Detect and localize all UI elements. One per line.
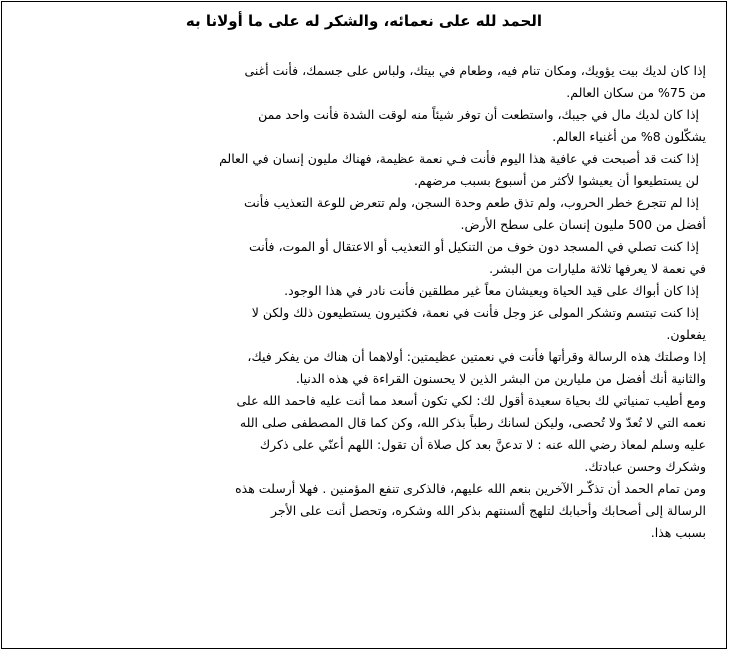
body-line: أفضل من 500 مليون إنسان على سطح الأرض.	[460, 217, 706, 232]
document-title: الحمد لله على نعمائه، والشكر له على ما أولانا به	[185, 12, 543, 30]
body-line: ومع أطيب تمنياتي لك بحياة سعيدة أقول لك: لكي تكون أسعد مما أنت عليه فاحمد الله على	[236, 393, 706, 408]
body-line: يفعلون.	[666, 327, 706, 342]
body-line: وشكرك وحسن عبادتك.	[584, 459, 706, 474]
body-line: إذا كان لديك مال في جيبك، واستطعت أن توفر شيئاً منه لوقت الشدة فأنت واحد ممن	[258, 107, 699, 122]
body-line: والثانية أنك أفضل من مليارين من البشر الذين لا يحسنون القراءة في هذه الدنيا.	[295, 371, 706, 386]
body-line: عليه وسلم لمعاذ رضي الله عنه : لا تدعنَّ بعد كل صلاة أن تقول: اللهم أعنّي على ذكرك	[259, 437, 706, 452]
body-line: من 75% من سكان العالم.	[566, 85, 706, 100]
body-line: إذا لم تتجرع خطر الحروب، ولم تذق طعم وحدة السجن، ولم تتعرض للوعة التعذيب فأنت	[244, 195, 699, 210]
body-line: ومن تمام الحمد أن تذكّـر الآخرين بنعم الله عليهم، فالذكرى تنفع المؤمنين . فهلا أرسلت هذه	[235, 481, 706, 496]
body-line: في نعمة لا يعرفها ثلاثة مليارات من البشر.	[489, 261, 706, 276]
body-line: إذا كنت قد أصبحت في عافية هذا اليوم فأنت فـي نعمة عظيمة، فهناك مليون إنسان في العالم	[219, 151, 699, 166]
body-line: لن يستطيعوا أن يعيشوا لأكثر من أسبوع بسبب مرضهم.	[413, 173, 699, 188]
body-line: إذا كنت تبتسم وتشكر المولى عز وجل فأنت في نعمة، فكثيرون يستطيعون ذلك ولكن لا	[251, 305, 699, 320]
document-page	[1, 1, 727, 649]
body-line: إذا وصلتك هذه الرسالة وقرأتها فأنت في نعمتين عظيمتين: أولاهما أن هناك من يفكر فيك،	[247, 349, 706, 364]
document-body	[210, 60, 706, 544]
body-line: إذا كان لديك بيت يؤويك، ومكان تنام فيه، وطعام في بيتك، ولباس على جسمك، فأنت أغنى	[244, 63, 706, 78]
body-line: إذا كان أبواك على قيد الحياة ويعيشان معاً غير مطلقين فأنت نادر في هذا الوجود.	[284, 283, 699, 298]
body-line: يشكّلون 8% من أغنياء العالم.	[552, 129, 706, 144]
body-line: بسبب هذا.	[650, 525, 706, 540]
body-line: إذا كنت تصلي في المسجد دون خوف من التنكيل أو التعذيب أو الاعتقال أو الموت، فأنت	[248, 239, 699, 254]
body-line: نعمه التي لا تُعدّ ولا تُحصى، وليكن لسانك رطباً بذكر الله، وكن كما قال المصطفى صلى الله	[239, 415, 706, 430]
body-line: الرسالة إلى أصحابك وأحبابك لتلهج ألسنتهم بذكر الله وشكره، وتحصل أنت على الأجر	[270, 503, 706, 518]
